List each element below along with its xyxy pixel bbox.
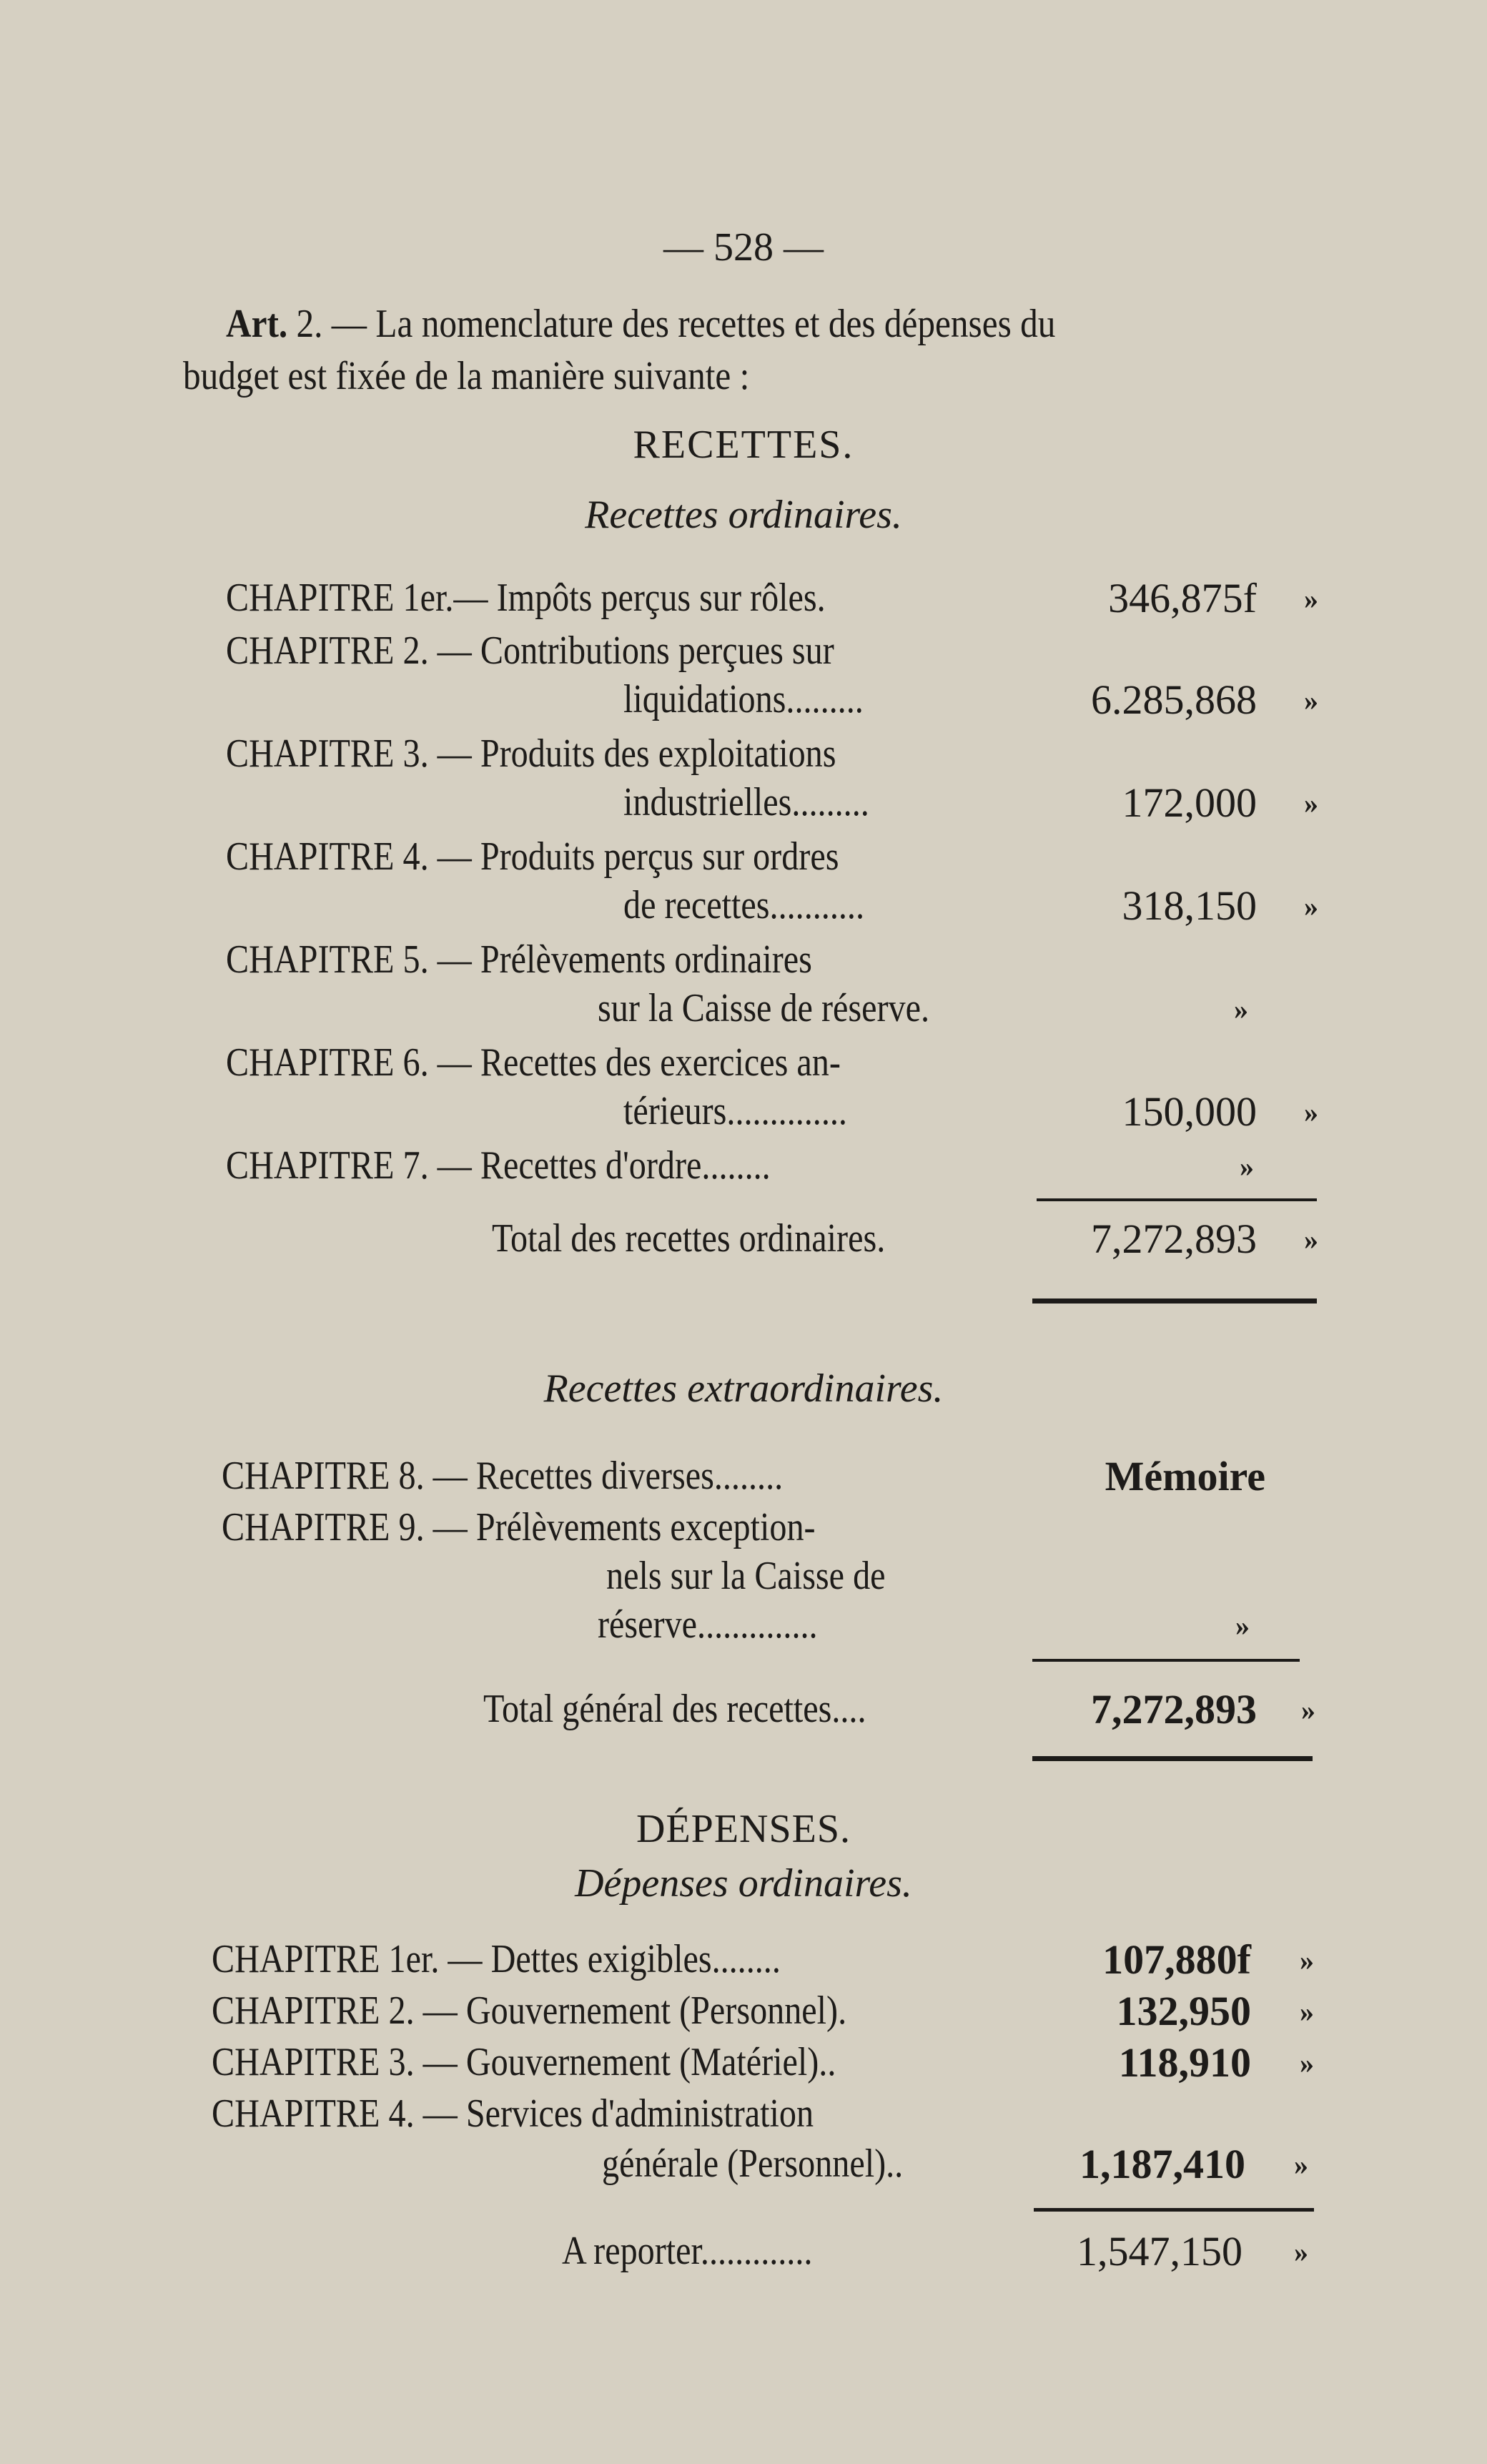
- rule-above-total: [1037, 1198, 1317, 1201]
- recette-chapter-1-mark: »: [1304, 583, 1318, 615]
- depense-chapter-3-amount: 118,910: [1118, 2039, 1251, 2086]
- recette-chapter-4-label-2: de recettes...........: [623, 883, 864, 927]
- rule-above-general-total: [1032, 1659, 1300, 1662]
- depense-chapter-1-mark: »: [1300, 1944, 1314, 1976]
- recette-chapter-9-label-1: CHAPITRE 9. — Prélèvements exception-: [222, 1505, 816, 1549]
- rule-above-reporter: [1034, 2208, 1314, 2212]
- recette-chapter-3-label-2: industrielles.........: [623, 780, 869, 824]
- recette-chapter-4-label-1: CHAPITRE 4. — Produits perçus sur ordres: [226, 834, 839, 879]
- depense-chapter-4-label-1: CHAPITRE 4. — Services d'administration: [212, 2091, 814, 2136]
- recette-chapter-6-label-1: CHAPITRE 6. — Recettes des exercices an-: [226, 1040, 841, 1085]
- page-number: — 528 —: [663, 225, 824, 270]
- recette-chapter-2-mark: »: [1304, 684, 1318, 716]
- total-general-recettes-mark: »: [1301, 1694, 1315, 1726]
- recette-chapter-6-label-2: térieurs..............: [623, 1089, 847, 1133]
- recettes-ordinaires-heading: Recettes ordinaires.: [585, 493, 902, 537]
- total-recettes-ordinaires-amount: 7,272,893: [1091, 1216, 1257, 1262]
- recette-chapter-7-mark: »: [1240, 1150, 1254, 1183]
- recette-chapter-2-amount: 6.285,868: [1091, 676, 1257, 723]
- recette-chapter-3-amount: 172,000: [1122, 779, 1257, 826]
- depense-chapter-4-amount: 1,187,410: [1080, 2141, 1245, 2187]
- recette-chapter-3-label-1: CHAPITRE 3. — Produits des exploitations: [226, 731, 836, 776]
- reporter-label: A reporter.............: [562, 2229, 813, 2273]
- article-text-1: 2. — La nomenclature des recettes et des dépenses du: [287, 302, 1056, 346]
- depense-chapter-4-label-2: générale (Personnel)..: [602, 2142, 904, 2186]
- rule-below-general-total: [1032, 1756, 1313, 1761]
- depense-chapter-4-mark: »: [1294, 2149, 1308, 2181]
- article-line-1: [226, 304, 1055, 344]
- recette-chapter-2-label-2: liquidations.........: [623, 677, 864, 721]
- recette-chapter-6-amount: 150,000: [1122, 1088, 1257, 1135]
- depenses-heading: DÉPENSES.: [636, 1807, 851, 1851]
- total-recettes-ordinaires-label: Total des recettes ordinaires.: [492, 1216, 886, 1261]
- recette-chapter-4-amount: 318,150: [1122, 882, 1257, 929]
- recette-chapter-2-label-1: CHAPITRE 2. — Contributions perçues sur: [226, 629, 834, 673]
- depenses-ordinaires-heading: Dépenses ordinaires.: [575, 1861, 912, 1906]
- depense-chapter-1-label: CHAPITRE 1er. — Dettes exigibles........: [212, 1937, 781, 1981]
- depense-chapter-3-mark: »: [1300, 2047, 1314, 2079]
- recette-chapter-1-amount: 346,875f: [1108, 575, 1257, 621]
- recette-chapter-3-mark: »: [1304, 787, 1318, 819]
- article-label: Art.: [226, 302, 288, 346]
- recette-chapter-8-label: CHAPITRE 8. — Recettes diverses........: [222, 1454, 784, 1498]
- recette-chapter-9-label-3: réserve..............: [598, 1602, 818, 1647]
- reporter-mark: »: [1294, 2236, 1308, 2268]
- total-general-recettes-amount: 7,272,893: [1091, 1686, 1257, 1733]
- recettes-heading: RECETTES.: [633, 423, 854, 467]
- recette-chapter-9-mark: »: [1235, 1610, 1250, 1642]
- article-line-2: budget est fixée de la manière suivante :: [183, 354, 750, 398]
- recette-chapter-5-mark: »: [1234, 993, 1248, 1025]
- depense-chapter-1-amount: 107,880f: [1102, 1936, 1251, 1983]
- recette-chapter-4-mark: »: [1304, 890, 1318, 922]
- recette-chapter-5-label-1: CHAPITRE 5. — Prélèvements ordinaires: [226, 937, 812, 982]
- total-general-recettes-label: Total général des recettes....: [483, 1687, 866, 1731]
- recette-chapter-1-label: CHAPITRE 1er.— Impôts perçus sur rôles.: [226, 576, 826, 620]
- depense-chapter-2-mark: »: [1300, 1996, 1314, 2028]
- recette-chapter-9-label-2: nels sur la Caisse de: [606, 1554, 886, 1598]
- depense-chapter-3-label: CHAPITRE 3. — Gouvernement (Matériel)..: [212, 2040, 836, 2084]
- depense-chapter-2-amount: 132,950: [1116, 1988, 1251, 2034]
- reporter-amount: 1,547,150: [1077, 2228, 1243, 2275]
- recette-chapter-8-amount: Mémoire: [1105, 1453, 1265, 1499]
- depense-chapter-2-label: CHAPITRE 2. — Gouvernement (Personnel).: [212, 1989, 847, 2033]
- recette-chapter-6-mark: »: [1304, 1096, 1318, 1128]
- recettes-extraordinaires-heading: Recettes extraordinaires.: [543, 1366, 944, 1411]
- total-recettes-ordinaires-mark: »: [1304, 1223, 1318, 1256]
- recette-chapter-7-label: CHAPITRE 7. — Recettes d'ordre........: [226, 1143, 771, 1188]
- recette-chapter-5-label-2: sur la Caisse de réserve.: [598, 986, 930, 1030]
- rule-below-total: [1032, 1298, 1317, 1304]
